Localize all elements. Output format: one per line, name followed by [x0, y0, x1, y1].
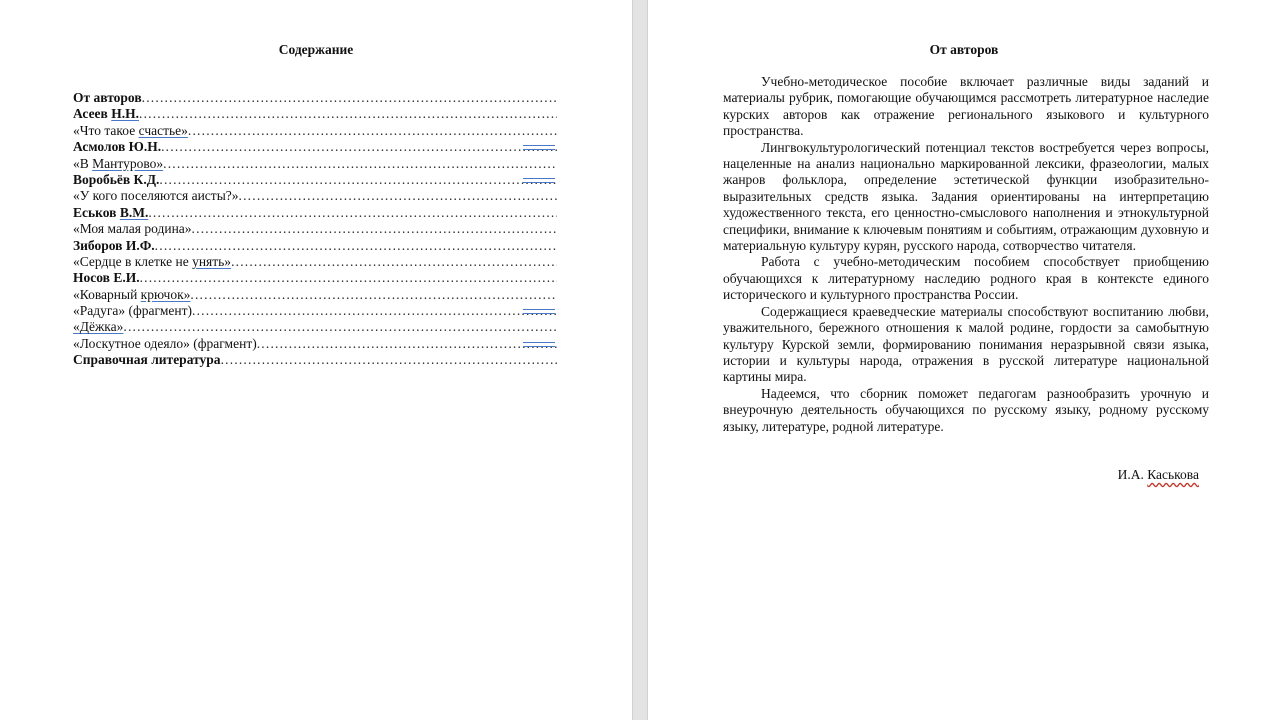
toc-entry[interactable] [73, 287, 557, 303]
page-gap [632, 0, 648, 720]
toc-entry-part: Еськов [73, 204, 120, 220]
signature-surname: Каськова [1147, 467, 1199, 482]
toc-dot-leader [163, 156, 557, 172]
toc-entry-part: «Радуга» (фрагмент) [73, 303, 193, 319]
body-paragraph: Работа с учебно-методическим пособием способствует приобщению обучающихся к литературному наследию родного края в контексте единого исторического и культурного пространства России. [723, 254, 1209, 303]
toc-entry[interactable] [73, 205, 557, 221]
toc-entry-text [73, 139, 161, 155]
toc-dot-leader [239, 188, 557, 204]
table-of-contents [73, 90, 557, 369]
toc-entry-text [73, 205, 148, 221]
toc-entry-part: Н.Н. [111, 106, 139, 122]
toc-entry[interactable] [73, 156, 557, 172]
page-contents [0, 0, 632, 720]
toc-dot-leader [155, 238, 557, 254]
toc-dot-leader [192, 221, 557, 237]
toc-dot-leader [123, 319, 557, 335]
toc-entry[interactable] [73, 254, 557, 270]
toc-entry[interactable] [73, 172, 557, 188]
toc-entry-part: «В [73, 155, 93, 171]
toc-entry-part: «Моя малая родина» [73, 221, 192, 237]
toc-entry-part: «Лоскутное одеяло» (фрагмент) [73, 335, 257, 351]
toc-entry-text [73, 123, 188, 139]
toc-entry-part: Носов Е.И. [73, 270, 140, 286]
toc-entry-part: унять» [192, 253, 232, 269]
toc-entry[interactable] [73, 270, 557, 286]
toc-dot-leader [159, 172, 557, 188]
toc-entry[interactable] [73, 123, 557, 139]
toc-dot-leader [140, 270, 557, 286]
toc-entry[interactable] [73, 319, 557, 335]
toc-entry-part: Асеев [73, 106, 112, 122]
toc-dot-leader [139, 106, 557, 122]
toc-entry[interactable] [73, 238, 557, 254]
toc-entry-text [73, 270, 140, 286]
toc-entry-text [73, 319, 123, 335]
toc-dot-leader [221, 352, 557, 368]
toc-entry-part: Воробьёв К.Д. [73, 171, 160, 187]
toc-entry[interactable] [73, 352, 557, 368]
toc-entry[interactable] [73, 303, 557, 319]
body-paragraph: Надеемся, что сборник поможет педагогам разнообразить урочную и внеурочную деятельность обучающихся по русскому языку, родному русскому языку, литературе, родной литературе. [723, 385, 1209, 434]
toc-entry[interactable] [73, 139, 557, 155]
toc-entry-part: Асмолов Ю.Н. [73, 139, 162, 155]
toc-entry-part: «У кого поселяются аисты?» [73, 188, 239, 204]
toc-entry-text [73, 287, 190, 303]
toc-entry-text [73, 352, 221, 368]
toc-entry-text [73, 90, 142, 106]
signature-initials: И.А. [1117, 467, 1148, 482]
body-paragraph: Содержащиеся краеведческие материалы способствуют воспитанию любви, уважительного, бережного отношения к малой родине, гордости за самобытную культуру Курской земли, формированию понимания неразрывной связи языка, истории и культуры народа, отражения в русской литературе национальной картины мира. [723, 303, 1209, 385]
toc-entry-text [73, 172, 159, 188]
signature [723, 467, 1209, 483]
toc-entry-part: Мантурово» [92, 155, 164, 171]
toc-dot-leader [192, 303, 557, 319]
toc-dot-leader [190, 287, 557, 303]
toc-entry-text [73, 106, 139, 122]
toc-entry-text [73, 336, 257, 352]
toc-entry-part: Справочная литература [73, 352, 221, 368]
toc-entry[interactable] [73, 188, 557, 204]
toc-entry[interactable] [73, 221, 557, 237]
toc-entry-text [73, 221, 192, 237]
from-authors-title: От авторов [929, 42, 999, 57]
toc-entry-text [73, 238, 155, 254]
toc-entry-text [73, 156, 163, 172]
body-paragraph: Учебно-методическое пособие включает различные виды заданий и материалы рубрик, помогающие обучающимся рассмотреть литературное наследие курских авторов как отражение регионального языкового и культурного пространства. [723, 74, 1209, 139]
toc-entry[interactable] [73, 106, 557, 122]
body-paragraph: Лингвокультурологический потенциал текстов востребуется через вопросы, нацеленные на анализ национально маркированной лексики, фразеологии, малых жанров фольклора, определение эстетической функции изобразительно-выразительных средств языка. Задания ориентированы на интерпретацию художественного текста, его ценностно-смыслового наполнения и этнокультурной специфики, внимание к ключевым понятиям и событиям, отражающим духовную и материальную культуру курян, русского народа, сотворчество читателя. [723, 139, 1209, 254]
toc-dot-leader [148, 205, 557, 221]
toc-dot-leader [257, 336, 557, 352]
toc-dot-leader [161, 139, 557, 155]
toc-dot-leader [231, 254, 557, 270]
toc-dot-leader [142, 90, 557, 106]
toc-entry-text [73, 188, 239, 204]
toc-entry-part: крючок» [140, 286, 191, 302]
toc-dot-leader [188, 123, 557, 139]
toc-entry-part: «Что такое [73, 122, 139, 138]
toc-entry-part: «Коварный [73, 286, 141, 302]
toc-entry-text [73, 254, 231, 270]
toc-entry[interactable] [73, 336, 557, 352]
toc-entry-part: Зиборов И.Ф. [73, 237, 155, 253]
toc-entry-part: «Сердце в клетке не [73, 253, 193, 269]
toc-entry-part: В.М. [119, 204, 149, 220]
contents-title: Содержание [278, 42, 354, 57]
toc-entry-part: счастье» [138, 122, 188, 138]
toc-entry-text [73, 303, 192, 319]
page-from-authors [648, 0, 1280, 720]
from-authors-body [723, 74, 1209, 435]
toc-entry-part: От авторов [73, 90, 142, 105]
toc-entry[interactable] [73, 90, 557, 106]
toc-entry-part: «Дёжка» [73, 319, 124, 335]
